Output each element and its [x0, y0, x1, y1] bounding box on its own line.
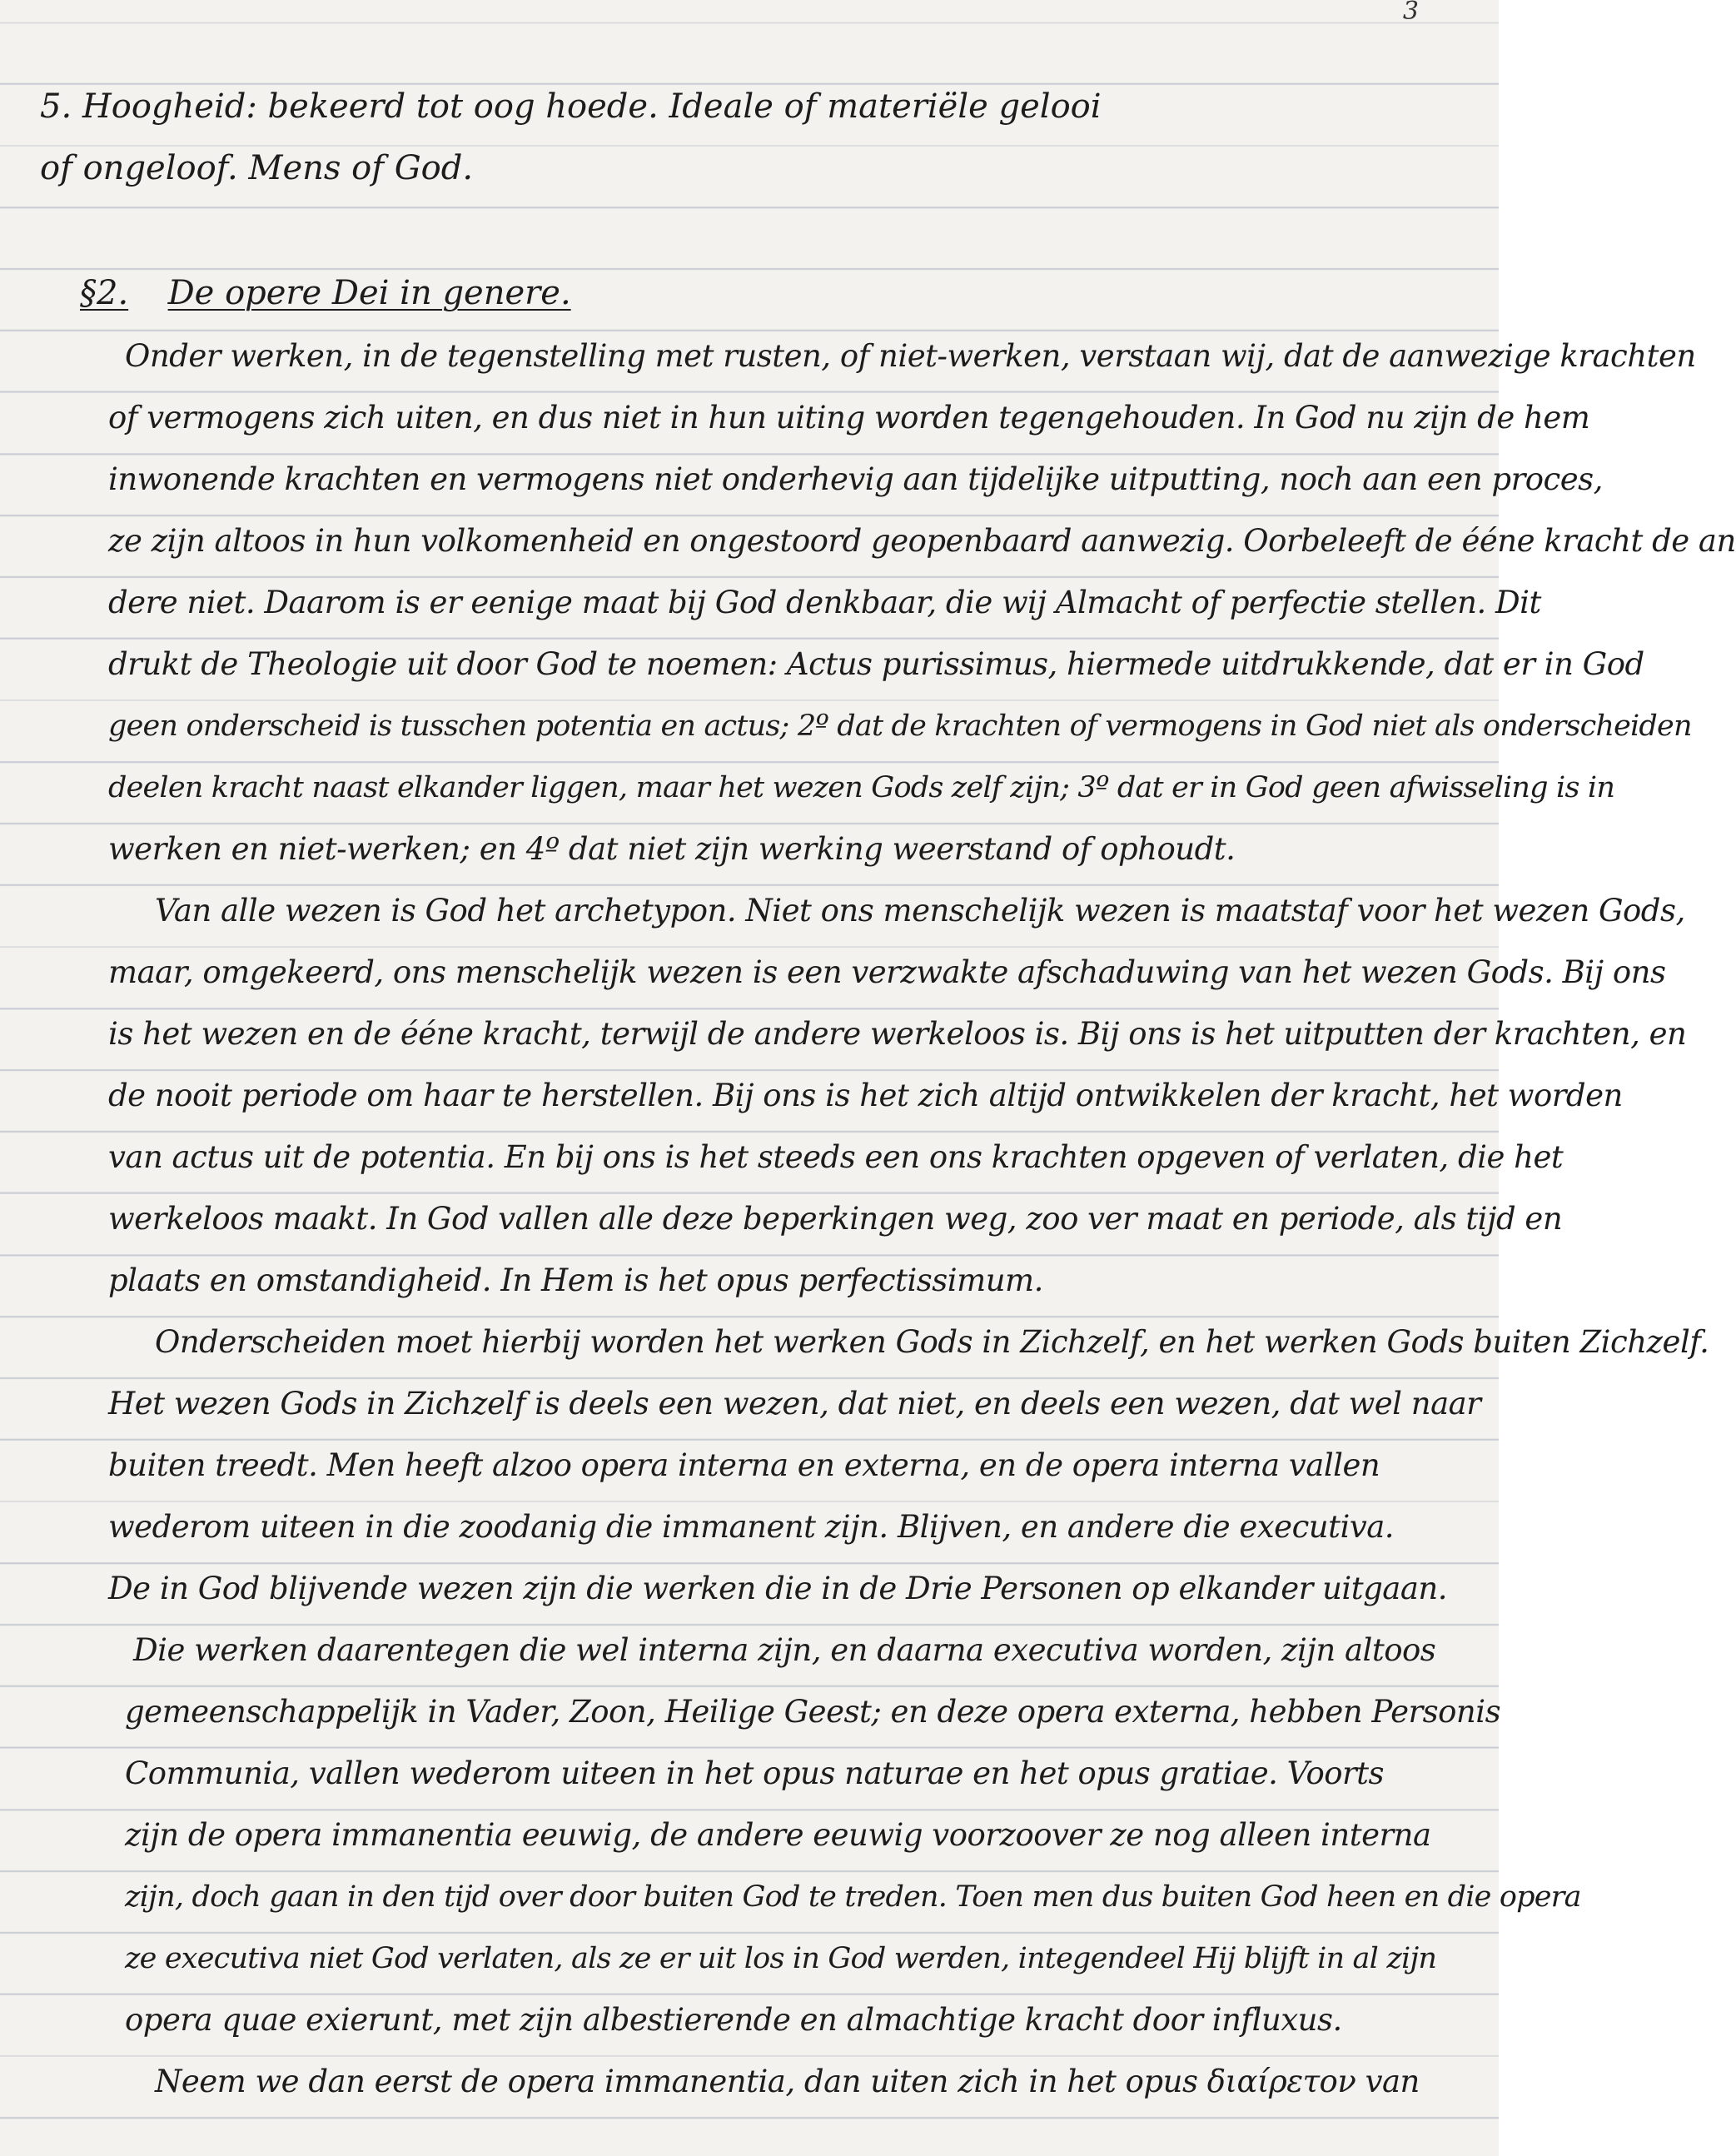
- manuscript-line: [0, 1626, 1632, 1676]
- page-number: 3: [1402, 0, 1419, 26]
- manuscript-line: [0, 948, 1666, 998]
- line-text: is het wezen en de ééne kracht, terwijl de andere werkeloos is. Bij ons is het uitputten der krachten, en: [108, 1016, 1687, 1052]
- line-text: Van alle wezen is God het archetypon. Niet ons menschelijk wezen is maatstaf voor het wezen Gods,: [155, 893, 1685, 929]
- line-text: plaats en omstandigheid. In Hem is het opus perfectissimum.: [108, 1262, 1043, 1298]
- line-text: van actus uit de potentia. En bij ons is het steeds een ons krachten opgeven of verlaten, die het: [108, 1139, 1564, 1175]
- line-text: of vermogens zich uiten, en dus niet in hun uiting worden tegengehouden. In God nu zijn de hem: [108, 400, 1590, 436]
- manuscript-line: [0, 331, 1696, 381]
- manuscript-line: [0, 578, 1607, 628]
- line-text: of ongeloof. Mens of God.: [40, 149, 474, 187]
- line-text: geen onderscheid is tusschen potentia en actus; 2º dat de krachten of vermogens in God niet als onderscheiden: [108, 710, 1692, 743]
- section-number: §2.: [80, 274, 129, 312]
- manuscript-line: [0, 455, 1607, 505]
- line-text: Onderscheiden moet hierbij worden het werken Gods in Zichzelf, en het werken Gods buiten Zichzelf.: [155, 1324, 1709, 1360]
- line-text: Onder werken, in de tegenstelling met rusten, of niet-werken, verstaan wij, dat de aanwezige krachten: [125, 338, 1696, 374]
- manuscript-line: [0, 1441, 1607, 1491]
- manuscript-line: [0, 886, 1685, 936]
- line-text: zijn, doch gaan in den tijd over door buiten God te treden. Toen men dus buiten God heen en die opera: [125, 1880, 1581, 1914]
- manuscript-line: [0, 1071, 1623, 1121]
- manuscript-line: [0, 1379, 1607, 1429]
- section-heading: [0, 268, 1579, 318]
- line-text: buiten treedt. Men heeft alzoo opera interna en externa, en de opera interna vallen: [108, 1447, 1380, 1483]
- line-text: Neem we dan eerst de opera immanentia, dan uiten zich in het opus διαίρετον van: [155, 2064, 1420, 2099]
- line-text: maar, omgekeerd, ons menschelijk wezen is een verzwakte afschaduwing van het wezen Gods. Bij ons: [108, 954, 1666, 990]
- section-title: De opere Dei in genere.: [167, 274, 571, 312]
- manuscript-line: [0, 1317, 1709, 1367]
- line-text: De in God blijvende wezen zijn die werken die in de Drie Personen op elkander uitgaan.: [108, 1571, 1447, 1606]
- manuscript-line: [0, 1194, 1607, 1244]
- line-text: Het wezen Gods in Zichzelf is deels een wezen, dat niet, en deels een wezen, dat wel naar: [108, 1386, 1481, 1422]
- manuscript-line: [0, 82, 1539, 132]
- manuscript-line: [0, 640, 1644, 690]
- line-text: ze executiva niet God verlaten, als ze er uit los in God werden, integendeel Hij blijft in al zijn: [125, 1942, 1437, 1975]
- line-text: Die werken daarentegen die wel interna zijn, en daarna executiva worden, zijn altoos: [133, 1632, 1436, 1668]
- manuscript-line: [0, 1810, 1624, 1860]
- manuscript-line: [0, 1872, 1624, 1922]
- manuscript-line: [0, 393, 1607, 443]
- line-text: gemeenschappelijk in Vader, Zoon, Heilige Geest; en deze opera externa, hebben Personis: [125, 1694, 1501, 1730]
- manuscript-line: [0, 143, 1539, 193]
- manuscript-line: [0, 1687, 1624, 1737]
- line-text: inwonende krachten en vermogens niet onderhevig aan tijdelijke uitputting, noch aan een proces,: [108, 461, 1603, 497]
- manuscript-line: [0, 1564, 1607, 1614]
- manuscript-line: [0, 1995, 1624, 2045]
- manuscript-line: [0, 2057, 1654, 2107]
- line-text: opera quae exierunt, met zijn albestierende en almachtige kracht door influxus.: [125, 2002, 1342, 2038]
- manuscript-line: [0, 1934, 1624, 1984]
- manuscript-line: [0, 824, 1607, 874]
- manuscript-line: [0, 701, 1692, 751]
- line-text: deelen kracht naast elkander liggen, maar het wezen Gods zelf zijn; 3º dat er in God geen afwisseling is in: [108, 771, 1615, 804]
- manuscript-line: [0, 1749, 1624, 1799]
- line-text: de nooit periode om haar te herstellen. Bij ons is het zich altijd ontwikkelen der kracht, het worden: [108, 1078, 1623, 1113]
- line-text: zijn de opera immanentia eeuwig, de andere eeuwig voorzoover ze nog alleen interna: [125, 1817, 1431, 1853]
- line-text: wederom uiteen in die zoodanig die immanent zijn. Blijven, en andere die executiva.: [108, 1509, 1395, 1545]
- line-text: 5. Hoogheid: bekeerd tot oog hoede. Ideale of materiële gelooi: [40, 87, 1102, 126]
- line-text: dere niet. Daarom is er eenige maat bij God denkbaar, die wij Almacht of perfectie stellen. Dit: [108, 585, 1541, 620]
- line-text: Communia, vallen wederom uiteen in het opus naturae en het opus gratiae. Voorts: [125, 1755, 1385, 1791]
- manuscript-line: [0, 1502, 1607, 1552]
- manuscript-line: [0, 516, 1736, 566]
- manuscript-line: [0, 1256, 1607, 1306]
- line-text: werken en niet-werken; en 4º dat niet zijn werking weerstand of ophoudt.: [108, 831, 1236, 867]
- manuscript-line: [0, 1133, 1607, 1183]
- line-text: werkeloos maakt. In God vallen alle deze beperkingen weg, zoo ver maat en periode, als tijd en: [108, 1201, 1563, 1237]
- manuscript-line: [0, 763, 1615, 813]
- line-text: drukt de Theologie uit door God te noemen: Actus purissimus, hiermede uitdrukkende, dat er in God: [108, 646, 1644, 682]
- manuscript-line: [0, 1009, 1687, 1059]
- line-text: ze zijn altoos in hun volkomenheid en ongestoord geopenbaard aanwezig. Oorbeleeft de ééne kracht de an: [108, 523, 1736, 559]
